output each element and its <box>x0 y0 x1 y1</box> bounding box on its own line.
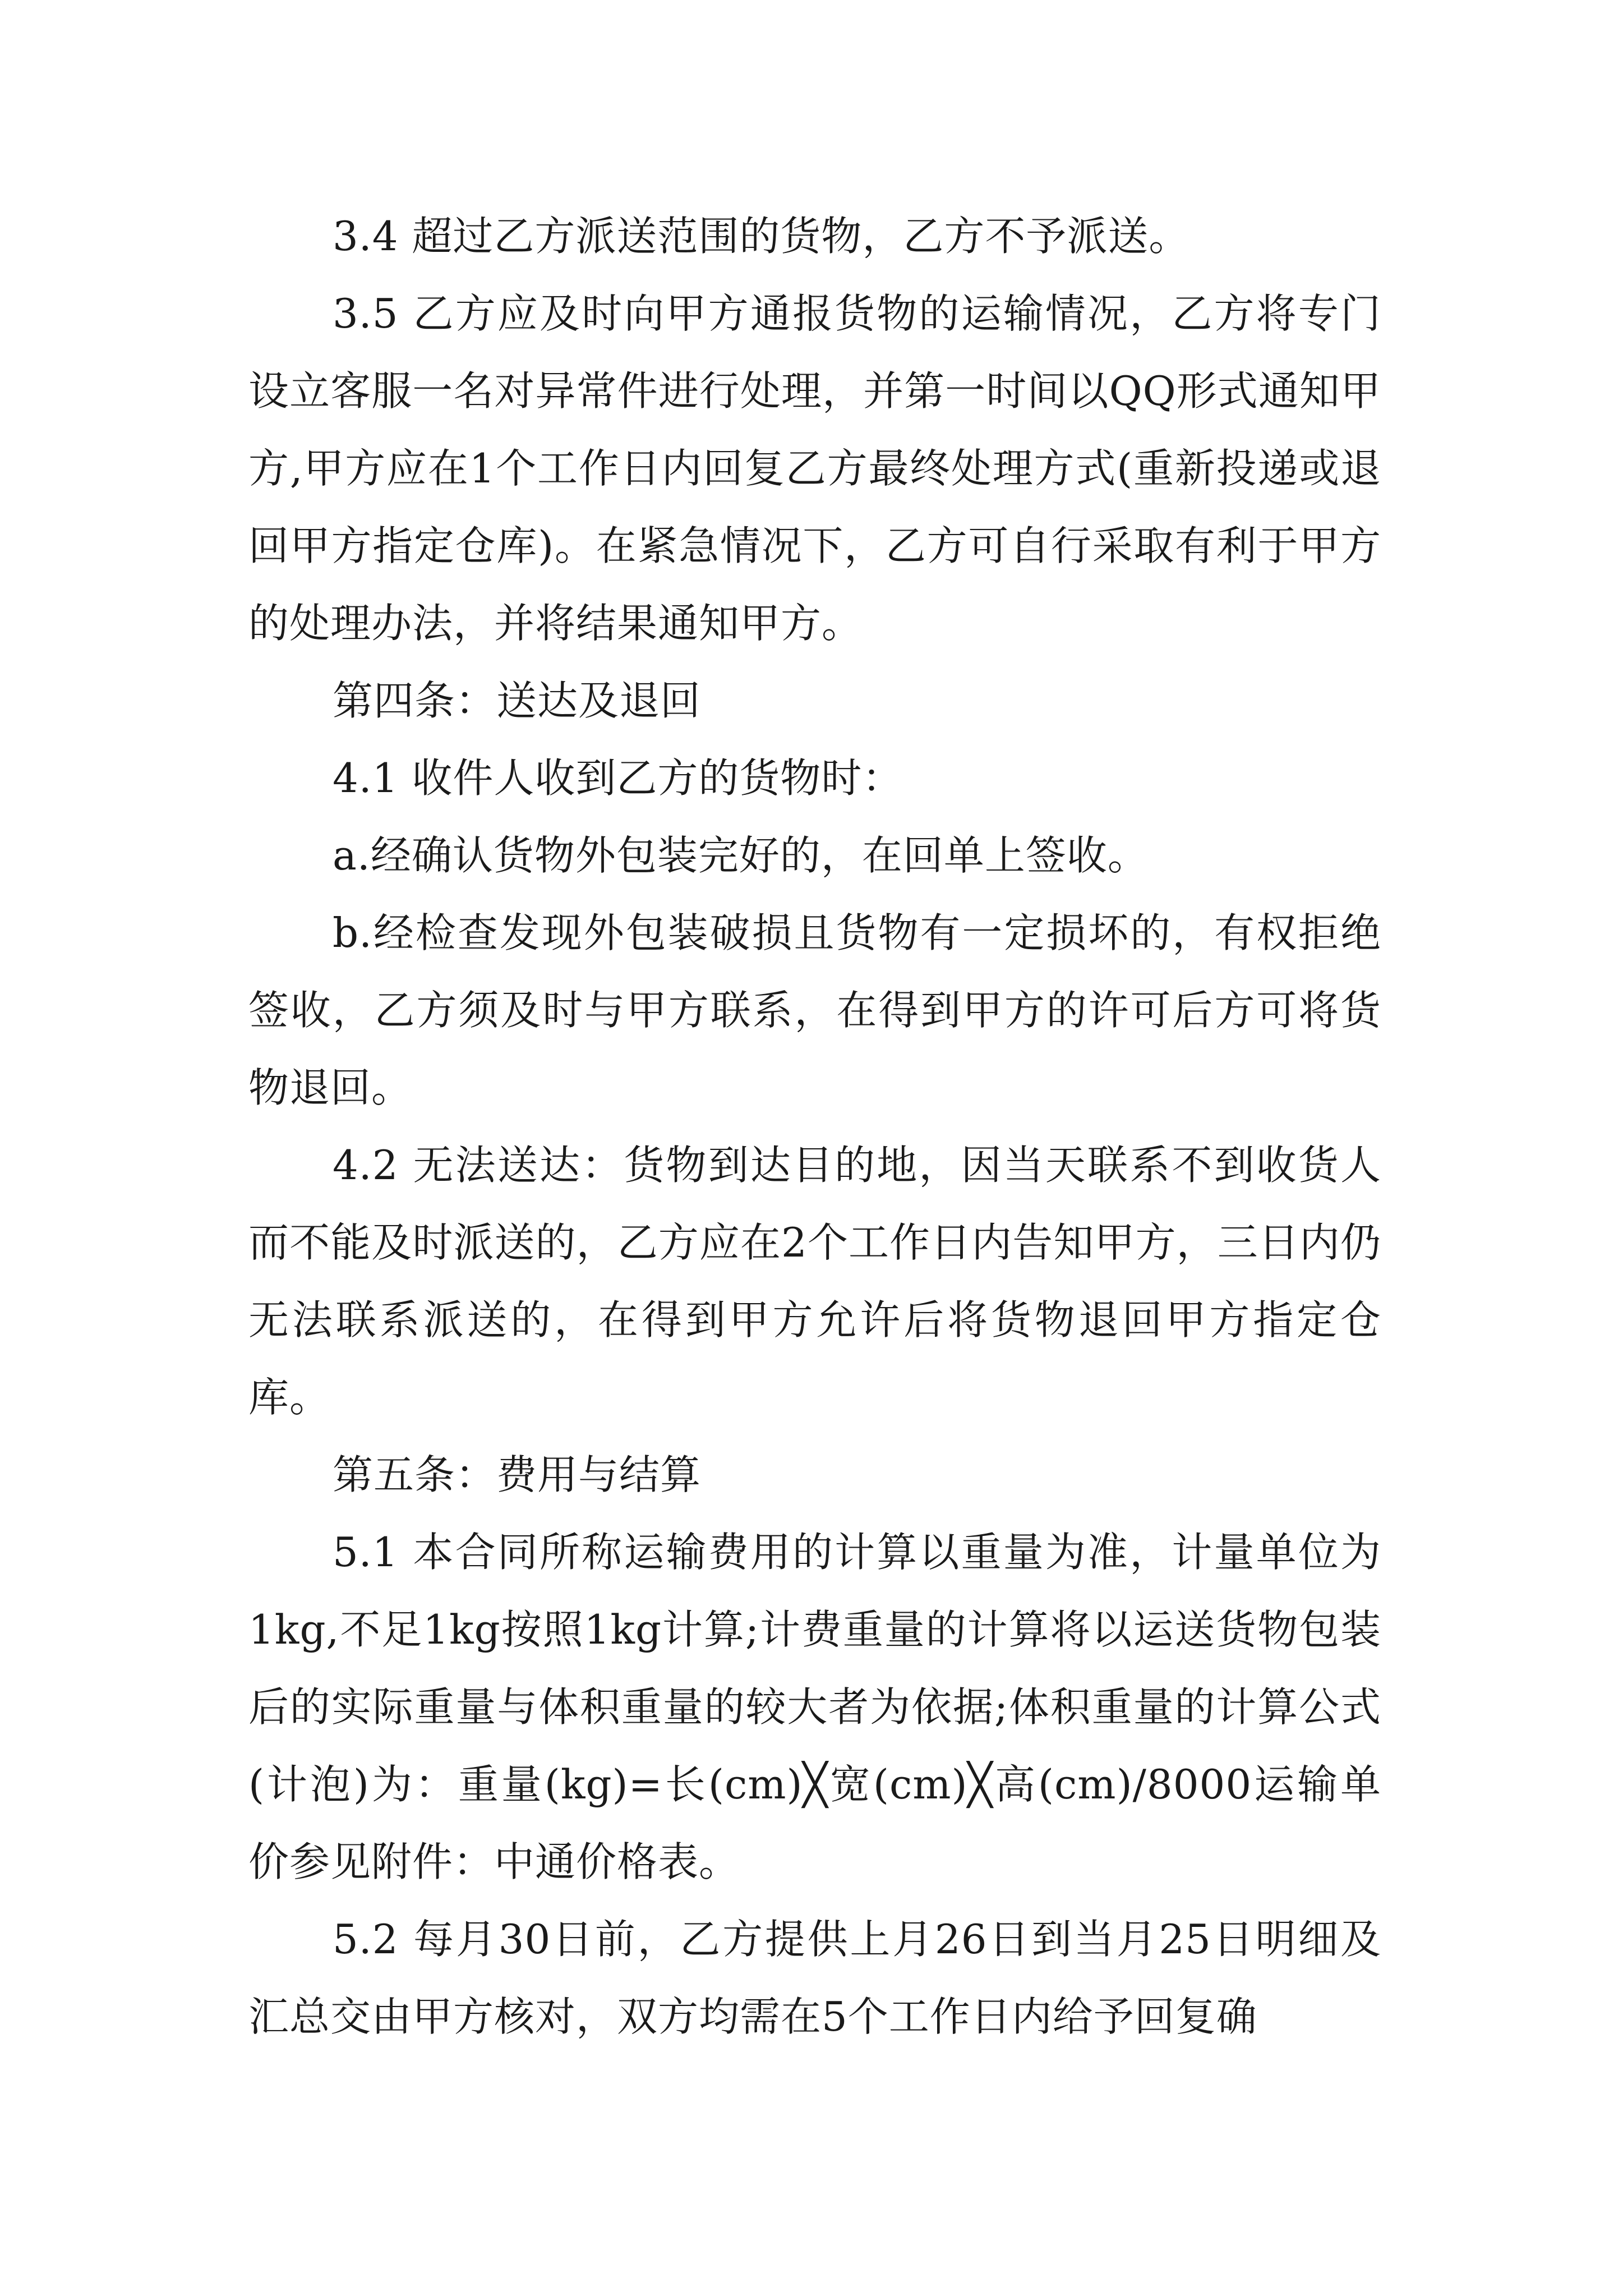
clause-4-2: 4.2 无法送达：货物到达目的地，因当天联系不到收货人而不能及时派送的，乙方应在2个工作日内告知甲方，三日内仍无法联系派送的，在得到甲方允许后将货物退回甲方指定仓库。 <box>248 1142 1381 1421</box>
clause-4-1: 4.1 收件人收到乙方的货物时： <box>333 754 903 802</box>
clause-5-2: 5.2 每月30日前，乙方提供上月26日到当月25日明细及汇总交由甲方核对，双方均需在5个工作日内给予回复确 <box>248 1916 1381 2040</box>
clause-3-4: 3.4 超过乙方派送范围的货物，乙方不予派送。 <box>333 213 1190 260</box>
clause-3-5: 3.5 乙方应及时向甲方通报货物的运输情况，乙方将专门设立客服一名对异常件进行处理，并第一时间以QQ形式通知甲方,甲方应在1个工作日内回复乙方最终处理方式(重新投递或退回甲方指定仓库)。在紧急情况下，乙方可自行采取有利于甲方的处理办法，并将结果通知甲方。 <box>248 290 1381 647</box>
clause-4-1-b: b.经检查发现外包装破损且货物有一定损坏的，有权拒绝签收，乙方须及时与甲方联系，在得到甲方的许可后方可将货物退回。 <box>248 909 1381 1111</box>
document-body <box>248 197 1381 2055</box>
article-5-heading: 第五条：费用与结算 <box>333 1451 702 1498</box>
clause-5-1: 5.1 本合同所称运输费用的计算以重量为准，计量单位为1kg,不足1kg按照1kg计算;计费重量的计算将以运送货物包装后的实际重量与体积重量的较大者为依据;体积重量的计算公式(计泡)为：重量(kg)=长(cm)╳宽(cm)╳高(cm)/8000运输单价参见附件：中通价格表。 <box>248 1529 1381 1885</box>
article-4-heading: 第四条：送达及退回 <box>333 677 702 724</box>
clause-4-1-a: a.经确认货物外包装完好的，在回单上签收。 <box>333 832 1149 879</box>
